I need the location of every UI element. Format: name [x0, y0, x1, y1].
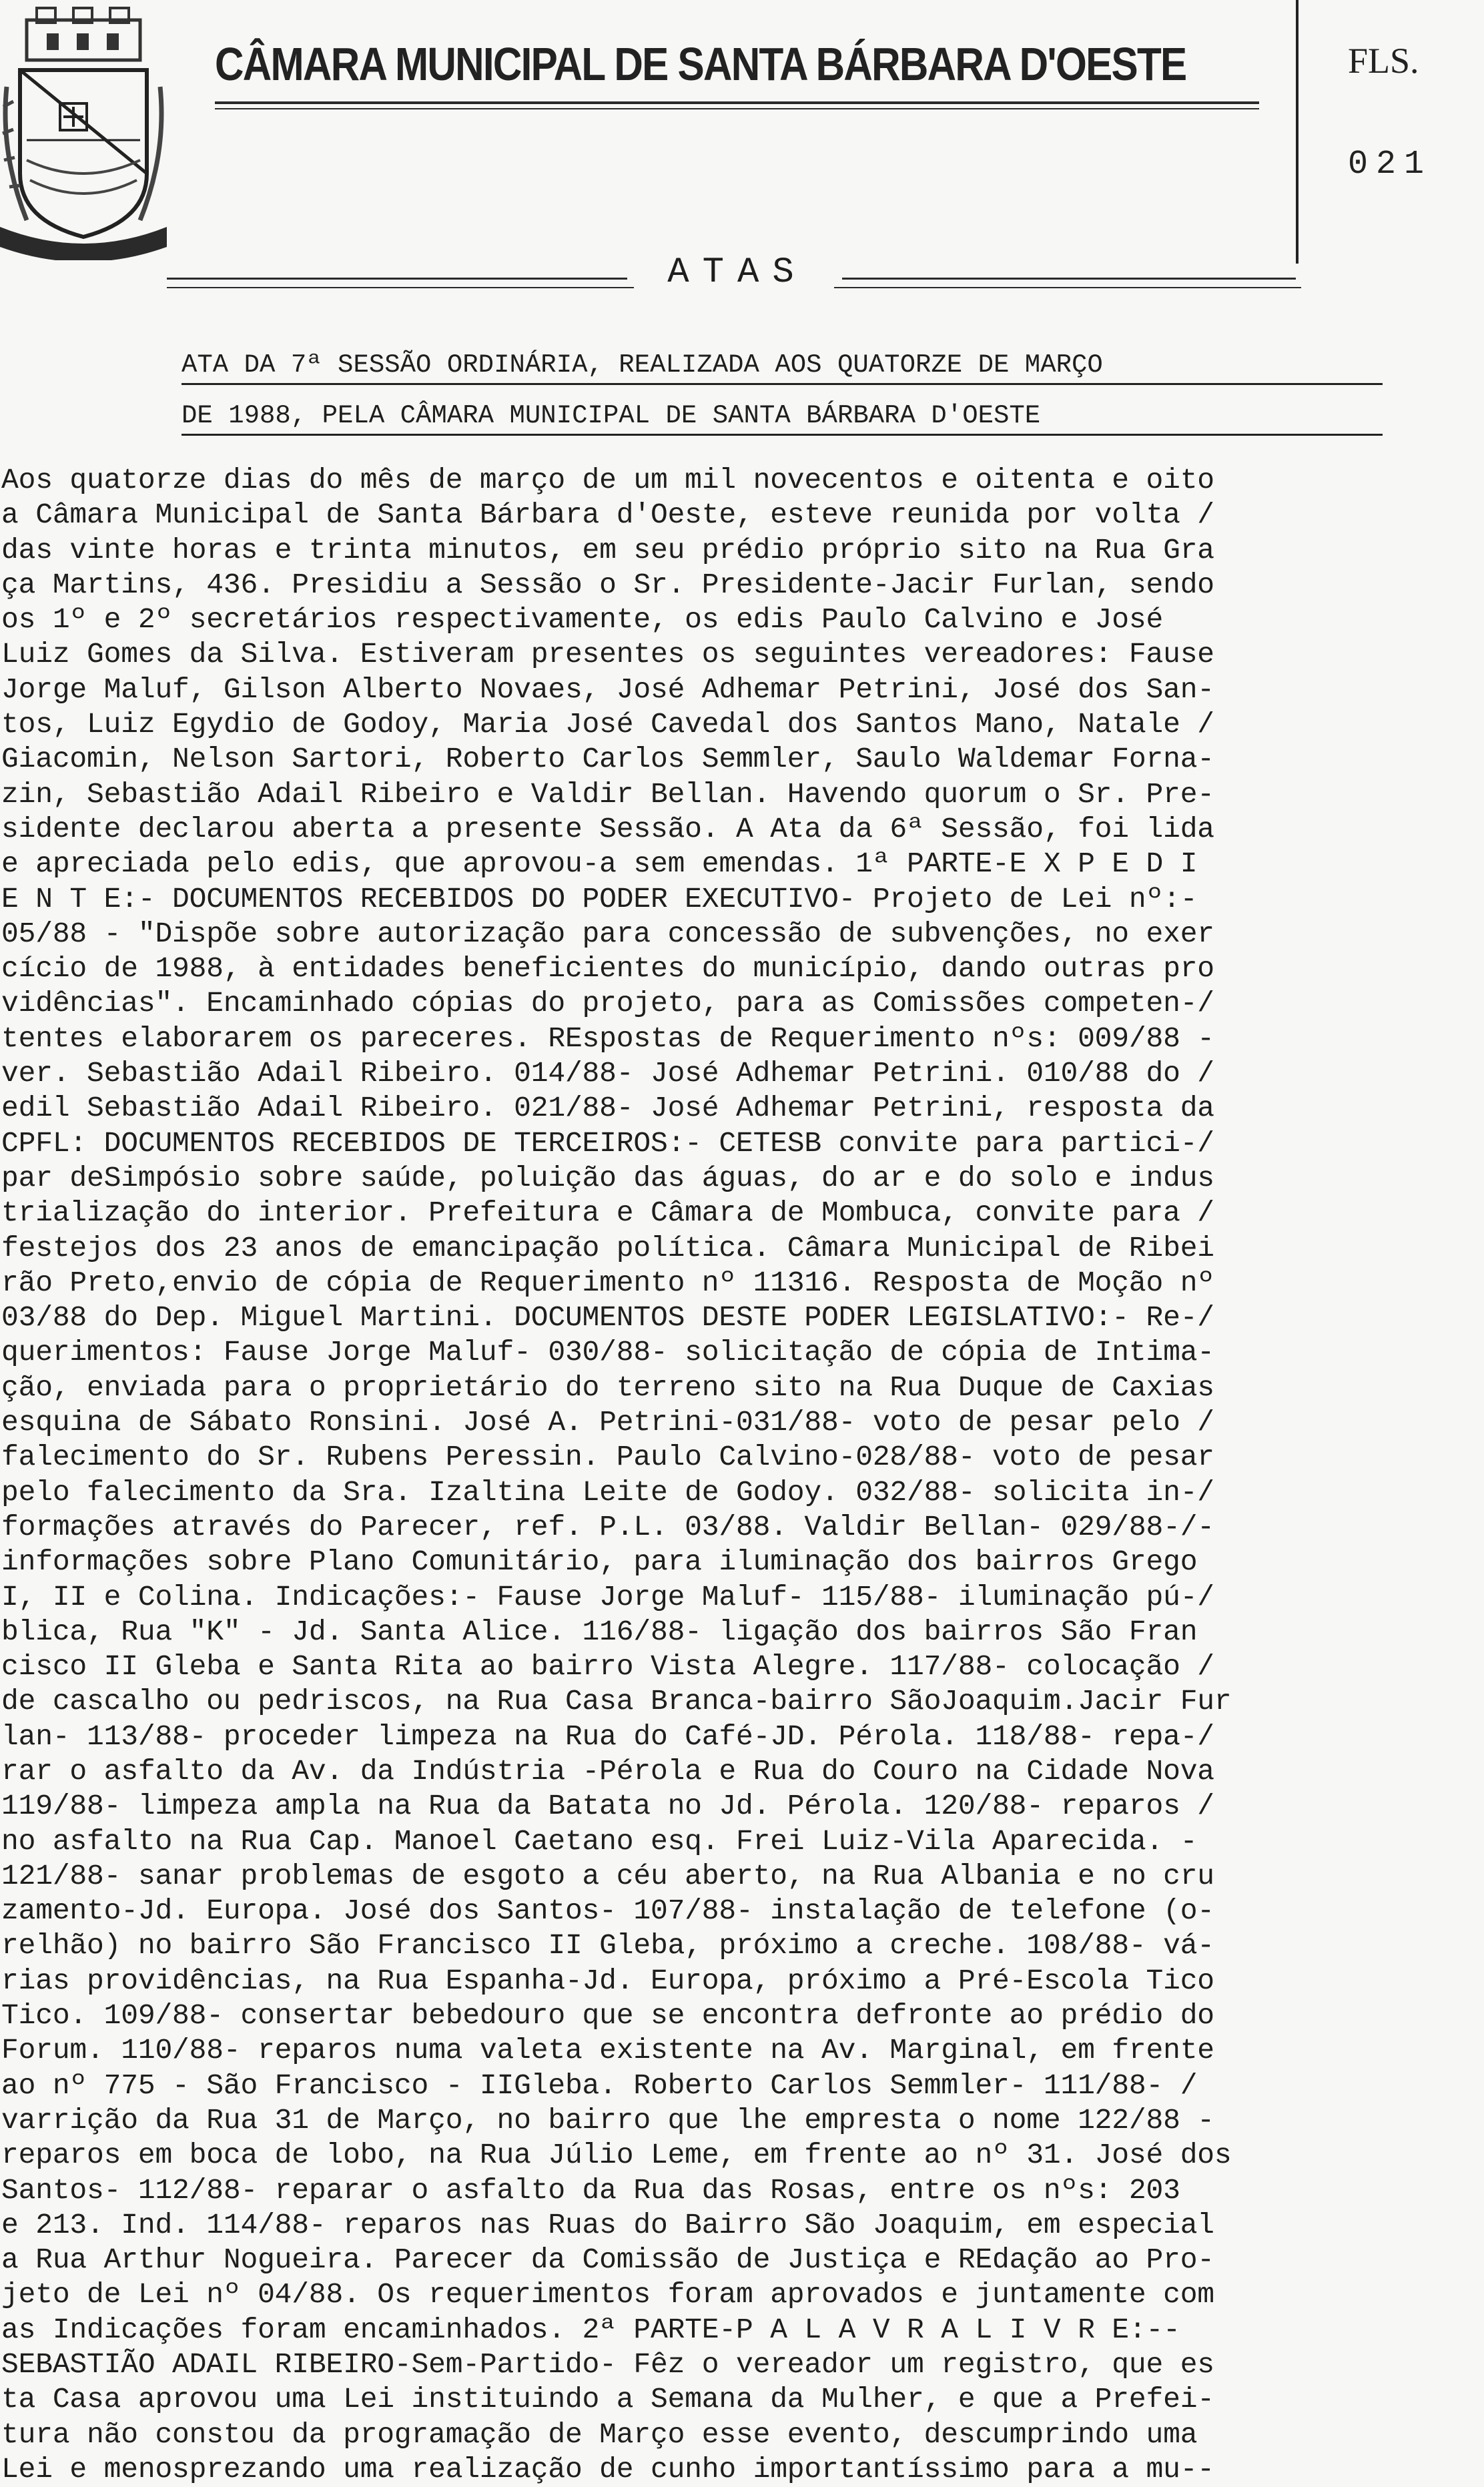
body-line: 05/88 - "Dispõe sobre autorização para concessão de subvenções, no exer	[1, 917, 1214, 950]
section-rule-right-secondary	[834, 287, 1301, 288]
body-line: par deSimpósio sobre saúde, poluição das águas, do ar e do solo e indus	[1, 1161, 1214, 1194]
body-line: relhão) no bairro São Francisco II Gleba, próximo a creche. 108/88- vá-	[1, 1929, 1214, 1963]
body-line: E N T E:- DOCUMENTOS RECEBIDOS DO PODER EXECUTIVO- Projeto de Lei nº:-	[1, 882, 1198, 916]
body-line: festejos dos 23 anos de emancipação política. Câmara Municipal de Ribei	[1, 1231, 1214, 1265]
body-line: 121/88- sanar problemas de esgoto a céu aberto, na Rua Albania e no cru	[1, 1859, 1214, 1892]
folio-number: 021	[1348, 145, 1433, 184]
body-line: falecimento do Sr. Rubens Peressin. Paulo Calvino-028/88- voto de pesar	[1, 1441, 1214, 1474]
body-line: Giacomin, Nelson Sartori, Roberto Carlos Semmler, Saulo Waldemar Forna-	[1, 743, 1214, 776]
title-rule	[215, 101, 1259, 104]
body-line: varrição da Rua 31 de Março, no bairro que lhe empresta o nome 122/88 -	[1, 2103, 1214, 2137]
body-line: cisco II Gleba e Santa Rita ao bairro Vista Alegre. 117/88- colocação /	[1, 1650, 1214, 1684]
body-line: as Indicações foram encaminhados. 2ª PARTE-P A L A V R A L I V R E:--	[1, 2313, 1180, 2346]
body-line: rias providências, na Rua Espanha-Jd. Europa, próximo a Pré-Escola Tico	[1, 1964, 1214, 1997]
coat-of-arms-icon	[0, 7, 167, 260]
body-line: e apreciada pelo edis, que aprovou-a sem emendas. 1ª PARTE-E X P E D I	[1, 847, 1198, 881]
body-line: 119/88- limpeza ampla na Rua da Batata no Jd. Pérola. 120/88- reparos /	[1, 1790, 1214, 1823]
body-line: cício de 1988, à entidades beneficientes do município, dando outras pro	[1, 952, 1214, 986]
body-line: 03/88 do Dep. Miguel Martini. DOCUMENTOS DESTE PODER LEGISLATIVO:- Re-/	[1, 1301, 1214, 1335]
body-line: lan- 113/88- proceder limpeza na Rua do Café-JD. Pérola. 118/88- repa-/	[1, 1720, 1214, 1753]
body-line: trialização do interior. Prefeitura e Câmara de Mombuca, convite para /	[1, 1196, 1214, 1230]
body-line: ao nº 775 - São Francisco - IIGleba. Roberto Carlos Semmler- 111/88- /	[1, 2069, 1198, 2102]
section-rule-left	[167, 278, 627, 280]
minutes-title-line-1: ATA DA 7ª SESSÃO ORDINÁRIA, REALIZADA AOS QUATORZE DE MARÇO	[181, 350, 1103, 380]
body-line: Aos quatorze dias do mês de março de um mil novecentos e oitenta e oito	[1, 464, 1214, 496]
minutes-title-underline-2	[181, 434, 1383, 436]
body-line: vidências". Encaminhado cópias do projeto, para as Comissões competen-/	[1, 987, 1214, 1020]
section-rule-left-secondary	[167, 287, 634, 288]
minutes-body	[1, 463, 1449, 2487]
body-line: tos, Luiz Egydio de Godoy, Maria José Cavedal dos Santos Mano, Natale /	[1, 708, 1214, 741]
body-line: ta Casa aprovou uma Lei instituindo a Semana da Mulher, e que a Prefei-	[1, 2383, 1214, 2416]
body-line: SEBASTIÃO ADAIL RIBEIRO-Sem-Partido- Fêz o vereador um registro, que es	[1, 2348, 1214, 2382]
body-line: Tico. 109/88- consertar bebedouro que se encontra defronte ao prédio do	[1, 1999, 1214, 2033]
body-line: rar o asfalto da Av. da Indústria -Pérola e Rua do Couro na Cidade Nova	[1, 1754, 1214, 1788]
body-line: Forum. 110/88- reparos numa valeta existente na Av. Marginal, em frente	[1, 2034, 1214, 2067]
body-line: querimentos: Fause Jorge Maluf- 030/88- solicitação de cópia de Intima-	[1, 1336, 1214, 1369]
body-line: Jorge Maluf, Gilson Alberto Novaes, José Adhemar Petrini, José dos San-	[1, 673, 1214, 706]
body-line: I, II e Colina. Indicações:- Fause Jorge Maluf- 115/88- iluminação pú-/	[1, 1580, 1214, 1614]
body-line: a Rua Arthur Nogueira. Parecer da Comissão de Justiça e REdação ao Pro-	[1, 2243, 1214, 2277]
body-line: pelo falecimento da Sra. Izaltina Leite de Godoy. 032/88- solicita in-/	[1, 1475, 1214, 1509]
body-line: sidente declarou aberta a presente Sessão. A Ata da 6ª Sessão, foi lida	[1, 812, 1214, 845]
section-heading: ATAS	[667, 252, 807, 293]
body-line: de cascalho ou pedriscos, na Rua Casa Branca-bairro SãoJoaquim.Jacir Fur	[1, 1685, 1232, 1718]
body-line: tentes elaborarem os pareceres. REspostas de Requerimento nºs: 009/88 -	[1, 1022, 1214, 1055]
body-line: ça Martins, 436. Presidiu a Sessão o Sr. Presidente-Jacir Furlan, sendo	[1, 568, 1214, 601]
section-rule-right	[842, 278, 1296, 280]
body-line: jeto de Lei nº 04/88. Os requerimentos foram aprovados e juntamente com	[1, 2278, 1214, 2312]
minutes-title-line-2: DE 1988, PELA CÂMARA MUNICIPAL DE SANTA BÁRBARA D'OESTE	[181, 401, 1041, 430]
body-line: das vinte horas e trinta minutos, em seu prédio próprio sito na Rua Gra	[1, 533, 1214, 567]
body-line: Santos- 112/88- reparar o asfalto da Rua das Rosas, entre os nºs: 203	[1, 2173, 1180, 2207]
body-line: os 1º e 2º secretários respectivamente, os edis Paulo Calvino e José	[1, 603, 1164, 637]
body-line: formações através do Parecer, ref. P.L. 03/88. Valdir Bellan- 029/88-/-	[1, 1510, 1214, 1543]
body-line: blica, Rua "K" - Jd. Santa Alice. 116/88- ligação dos bairros São Fran	[1, 1615, 1198, 1648]
body-line: zamento-Jd. Europa. José dos Santos- 107/88- instalação de telefone (o-	[1, 1894, 1214, 1928]
body-line: ção, enviada para o proprietário do terreno sito na Rua Duque de Caxias	[1, 1371, 1214, 1404]
minutes-title-underline-1	[181, 383, 1383, 385]
body-line: zin, Sebastião Adail Ribeiro e Valdir Bellan. Havendo quorum o Sr. Pre-	[1, 777, 1214, 811]
body-line: Lei e menosprezando uma realização de cunho importantíssimo para a mu--	[1, 2452, 1214, 2486]
body-line: e 213. Ind. 114/88- reparos nas Ruas do Bairro São Joaquim, em especial	[1, 2208, 1214, 2241]
body-line: CPFL: DOCUMENTOS RECEBIDOS DE TERCEIROS:- CETESB convite para partici-/	[1, 1126, 1214, 1160]
body-line: informações sobre Plano Comunitário, para iluminação dos bairros Grego	[1, 1545, 1198, 1579]
body-line: tura não constou da programação de Março esse evento, descumprindo uma	[1, 2418, 1198, 2451]
body-line: esquina de Sábato Ronsini. José A. Petrini-031/88- voto de pesar pelo /	[1, 1406, 1214, 1439]
body-line: a Câmara Municipal de Santa Bárbara d'Oeste, esteve reunida por volta /	[1, 498, 1214, 532]
body-line: rão Preto,envio de cópia de Requerimento nº 11316. Resposta de Moção nº	[1, 1266, 1214, 1299]
folio-label: FLS.	[1348, 41, 1419, 81]
organization-title: CÂMARA MUNICIPAL DE SANTA BÁRBARA D'OESTE	[215, 38, 1186, 90]
body-line: no asfalto na Rua Cap. Manoel Caetano esq. Frei Luiz-Vila Aparecida. -	[1, 1824, 1198, 1858]
body-line: edil Sebastião Adail Ribeiro. 021/88- José Adhemar Petrini, resposta da	[1, 1092, 1214, 1125]
title-rule-secondary	[215, 108, 1259, 109]
body-line: Luiz Gomes da Silva. Estiveram presentes os seguintes vereadores: Fause	[1, 638, 1214, 671]
body-line: ver. Sebastião Adail Ribeiro. 014/88- José Adhemar Petrini. 010/88 do /	[1, 1057, 1214, 1090]
body-line: reparos em boca de lobo, na Rua Júlio Leme, em frente ao nº 31. José dos	[1, 2139, 1232, 2172]
